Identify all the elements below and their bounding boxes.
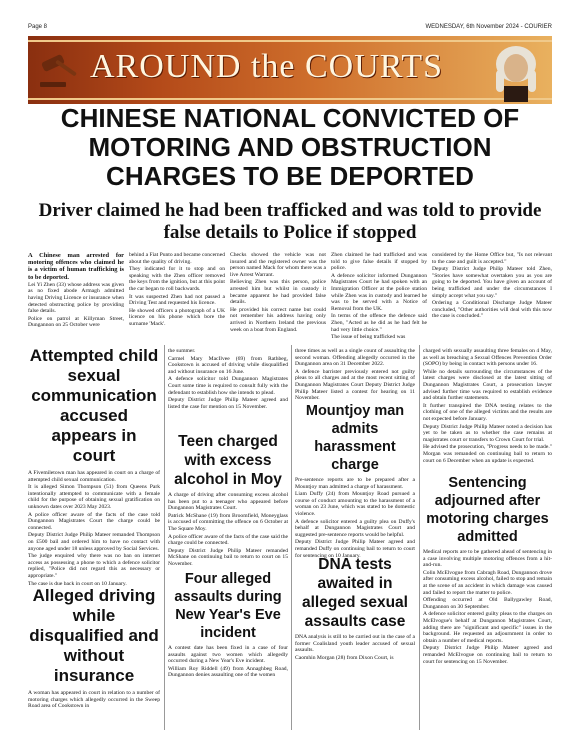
story-paragraph: A police officer aware of the facts of the case told Dungannon Magistrates Court the charge could be connected. — [28, 511, 160, 531]
story-paragraph: A contest date has been fixed in a case of four assaults against two women which allegedly occurred during a New Year's Eve incident. — [168, 645, 288, 665]
story-paragraph: Patrick McShane (19) from Broomfield, Moneyglass is accused of committing the offence on 6 October at The Square Moy. — [168, 512, 288, 532]
story-teen-alcohol — [168, 492, 288, 567]
lead-intro: A Chinese man arrested for motoring offences who claimed he is a victim of human trafficking is to be deported. — [28, 252, 124, 281]
story-paragraph: A police officer aware of the facts of the case said the charge could be connected. — [168, 533, 288, 547]
lead-paragraph: He showed officers a photograph of a UK licence on his phone which bore the surname 'Mack'. — [129, 307, 225, 327]
lead-paragraph: Believing Zhen was this person, police arrested him but whilst in custody it became apparent he had provided false details. — [230, 279, 326, 306]
story-paragraph: Caomhin Morgan (28) from Dixon Court, is — [295, 654, 394, 661]
banner-rule-bottom — [28, 98, 552, 100]
story-paragraph: While no details surrounding the circumstances of the latest charges were disclosed at the latest sitting of Dungannon Magistrates Court, a prosecution lawyer advised further time was required to establish evidence and obtain further statements. — [423, 368, 552, 402]
story-dna-tests — [295, 634, 415, 668]
lead-paragraph: A defence solicitor informed Dungannon Magistrates Court he had spoken with an Immigration Officer at the police station while Zhen was in custody and learned he was to be served with a Notice of Removal from the UK. — [331, 272, 427, 312]
story-paragraph: A defence solicitor entered a guilty plea on Duffy's behalf at Dungannon Magistrates Court and suggested pre-sentence reports would be helpful. — [295, 518, 415, 538]
story-paragraph: A woman has appeared in court in relation to a number of motoring charges which allegedly occurred in the Sweep Road area of Cookstown in — [28, 690, 160, 710]
lead-paragraph: The issue of being trafficked was — [331, 334, 406, 341]
story-paragraph: A defence solicitor entered guilty pleas to the charges on McElvogue's behalf at Dungannon Magistrates Court, adding there are "significant and specific" issues in the background. He requested an adjournment in order to obtain a number of medical reports. — [423, 611, 552, 644]
story-paragraph: Deputy District Judge Philip Mateer agreed and listed the case for mention on 15 November. — [168, 397, 288, 410]
story-headline: Four alleged assaults during New Year's Eve incident — [174, 571, 282, 641]
story-paragraph: Carmel Mary MacIlvee (69) from Rathbeg, Cookstown is accused of driving while disqualified and without insurance on 16 June. — [168, 355, 288, 375]
story-paragraph: A Fivemiletown man has appeared in court on a charge of attempted child sexual communication. — [28, 470, 160, 483]
story-dna-continued — [423, 348, 552, 466]
section-banner — [28, 36, 552, 104]
lead-subhead: Driver claimed he had been trafficked and was told to provide false details to Police if stopped — [38, 200, 542, 243]
story-headline: Mountjoy man admits harassment charge — [305, 403, 405, 473]
lead-paragraph: He provided his correct name but could not remember his address having only arrived in Northern Ireland the previous week on a boat from England. — [230, 306, 326, 333]
lead-paragraph: In terms of the offence the defence said Zhen, "Acted as he did as he had felt he had very little choice." — [331, 313, 427, 333]
story-headline: Attempted child sexual communication accused appears in court — [29, 346, 159, 465]
folio-bar — [28, 24, 552, 34]
story-new-years-assaults — [168, 645, 288, 689]
story-paragraph: Medical reports are to be gathered ahead of sentencing in a case involving multiple motoring offences from a hit-and-run. — [423, 549, 552, 569]
banner-title: AROUND the COURTS — [90, 48, 444, 85]
column-four — [423, 348, 552, 731]
judge-wig-icon — [490, 42, 542, 102]
story-paragraph: three times as well as a single count of assaulting the second woman. Offending allegedly occurred in the Dungannon area on 31 December 2022. — [295, 348, 415, 368]
lead-column-5 — [432, 252, 552, 350]
story-paragraph: The judge enquired why there was no ban on internet access as possessing a phone to which a defence solicitor replied, "Police did not regard this as necessary or appropriate." — [28, 553, 160, 579]
lead-column-4 — [331, 252, 427, 350]
lead-paragraph: behind a Fiat Punto and became concerned about the quality of driving. — [129, 252, 225, 265]
story-headline: Teen charged with excess alcohol in Moy — [174, 433, 282, 488]
story-paragraph: Deputy District Judge Philip Mateer agreed and remanded McElvogue on continuing bail to return to court for sentencing on 15 November. — [423, 645, 552, 665]
column-two — [168, 348, 288, 731]
story-child-communication — [28, 346, 160, 587]
column-divider — [419, 345, 420, 730]
column-divider — [291, 345, 292, 730]
story-headline: Alleged driving while disqualified and without insurance — [29, 586, 159, 685]
story-mountjoy-harassment — [295, 477, 415, 559]
story-paragraph: the summer. — [168, 348, 196, 354]
story-headline: Sentencing adjourned after motoring charges admitted — [426, 475, 549, 545]
lead-headline: CHINESE NATIONAL CONVICTED OF MOTORING AND OBSTRUCTION CHARGES TO BE DEPORTED — [60, 103, 520, 191]
story-disqualified-driving — [28, 586, 160, 732]
story-paragraph: DNA analysis is still to be carried out in the case of a former Coalisland youth leader accused of sexual assaults. — [295, 634, 415, 654]
story-paragraph: Deputy District Judge Philip Mateer remanded McShane on continuing bail to return to court on 15 November. — [168, 547, 288, 567]
story-assaults-continued — [295, 348, 415, 402]
story-paragraph: It further transpired the DNA testing relates to the clothing of one of the alleged victims and the results are not expected before January. — [423, 402, 552, 422]
lead-paragraph: They indicated for it to stop and on speaking with the Zhen officer removed the keys from the ignition, but at this point the car began to roll backwards. — [129, 266, 225, 292]
lead-column-1 — [28, 252, 124, 350]
lead-paragraph: Ordering a Conditional Discharge Judge Mateer concluded, "Other authorities will deal with this now the case is concluded." — [432, 300, 552, 320]
story-paragraph: The case is due back in court on 10 January. — [28, 580, 127, 587]
lead-paragraph: Checks showed the vehicle was not insured and the registered owner was the person named Mack for whom there was a live Arrest Warrant. — [230, 252, 326, 278]
story-sentencing-adjourned — [423, 549, 552, 699]
story-paragraph: A defence barrister previously entered not guilty pleas to all charges and at the most recent sitting of Dungannon Magistrates Court Deputy District Judge Philip Mateer listed a contest for hearing on 11 November. — [295, 368, 415, 402]
story-paragraph: A defence solicitor told Dungannon Magistrates Court some time is required to consult fully with the defendant to establish how she intends to plead. — [168, 376, 288, 396]
story-paragraph: Offending occurred at Old Ballygawley Road, Dungannon on 30 September. — [423, 597, 552, 610]
banner-rule-top — [28, 40, 552, 42]
story-paragraph: A charge of driving after consuming excess alcohol has been put to a teenager who appeared before Dungannon Magistrates Court. — [168, 492, 288, 512]
lead-column-2 — [129, 252, 225, 350]
page-number: Page 8 — [28, 24, 48, 30]
story-paragraph: Liam Duffy (24) from Mountjoy Road pursued a course of conduct amounting to the harassment of a woman on 23 June, which was stated to be domestic violence. — [295, 491, 415, 517]
gavel-icon — [36, 50, 82, 90]
issue-date: WEDNESDAY, 6th November 2024 - COURIER — [425, 24, 552, 30]
lead-paragraph: It was suspected Zhen had not passed a Driving Test and requested his licence. — [129, 293, 225, 307]
story-headline: DNA tests awaited in alleged sexual assaults case — [302, 556, 408, 630]
story-paragraph: Pre-sentence reports are to be prepared after a Mountjoy man admitted a charge of harassment. — [295, 477, 415, 490]
story-paragraph: It is alleged Simon Thompson (51) from Queens Park intentionally attempted to communicate with a female child for the purpose of obtaining sexual gratification on unknown dates over 2023 May 2023. — [28, 484, 160, 510]
column-divider — [164, 345, 165, 730]
lead-paragraph: Zhen claimed he had trafficked and was told to give false details if stopped by police. — [331, 252, 427, 272]
lead-paragraph: Lei Yi Zhen (33) whose address was given as no fixed abode Armagh admitted having Driving Licence or insurance when detected obstructing police by providing false details. — [28, 281, 124, 315]
column-three — [295, 348, 415, 731]
story-paragraph: William Roy Riddell (49) from Annaghbeg Road, Dungannon denies assaulting one of the women — [168, 665, 288, 679]
story-disqualified-continued — [168, 348, 288, 428]
story-paragraph: Deputy District Judge Philip Mateer agreed and remanded Duffy on continuing bail to return to court for sentencing on 10 January. — [295, 539, 415, 559]
lead-column-3 — [230, 252, 326, 350]
lead-paragraph: Police on patrol at Killyman Street, Dungannon on 25 October were — [28, 315, 124, 329]
story-paragraph: Colin McElvogue from Cabragh Road, Dungannon drove after consuming excess alcohol, failed to stop and remain at the scene of an accident in which damage was caused and failed to report the matter to police. — [423, 569, 552, 596]
lead-paragraph: considered by the Home Office but, "Is not relevant to the case and guilt is accepted." — [432, 252, 552, 265]
lead-paragraph: Deputy District Judge Philip Mateer told Zhen, "Stories have somewhat overtaken you as you are going to be deported. You have given an account of being trafficked and under the circumstances I simply accept what you say." — [432, 266, 552, 299]
story-paragraph: Deputy District Judge Philip Mateer noted a decision has yet to be taken as to whether the case remains at magistrates court or transfers to Crown Court for trial. — [423, 423, 552, 443]
story-paragraph: He advised the prosecution, "Progress needs to be made." Morgan was remanded on continuing bail to return to court on 6 December when an update is expected. — [423, 444, 552, 464]
story-paragraph: Deputy District Judge Philip Mateer remanded Thompson on £500 bail and ordered him to have no contact with anyone aged under 18 unless approved by Social Services. — [28, 532, 160, 552]
story-paragraph: charged with sexually assaulting three females on 4 May, as well as breaching a Sexual Offences Prevention Order (SOPO) by being in contact with persons under 16. — [423, 348, 552, 368]
